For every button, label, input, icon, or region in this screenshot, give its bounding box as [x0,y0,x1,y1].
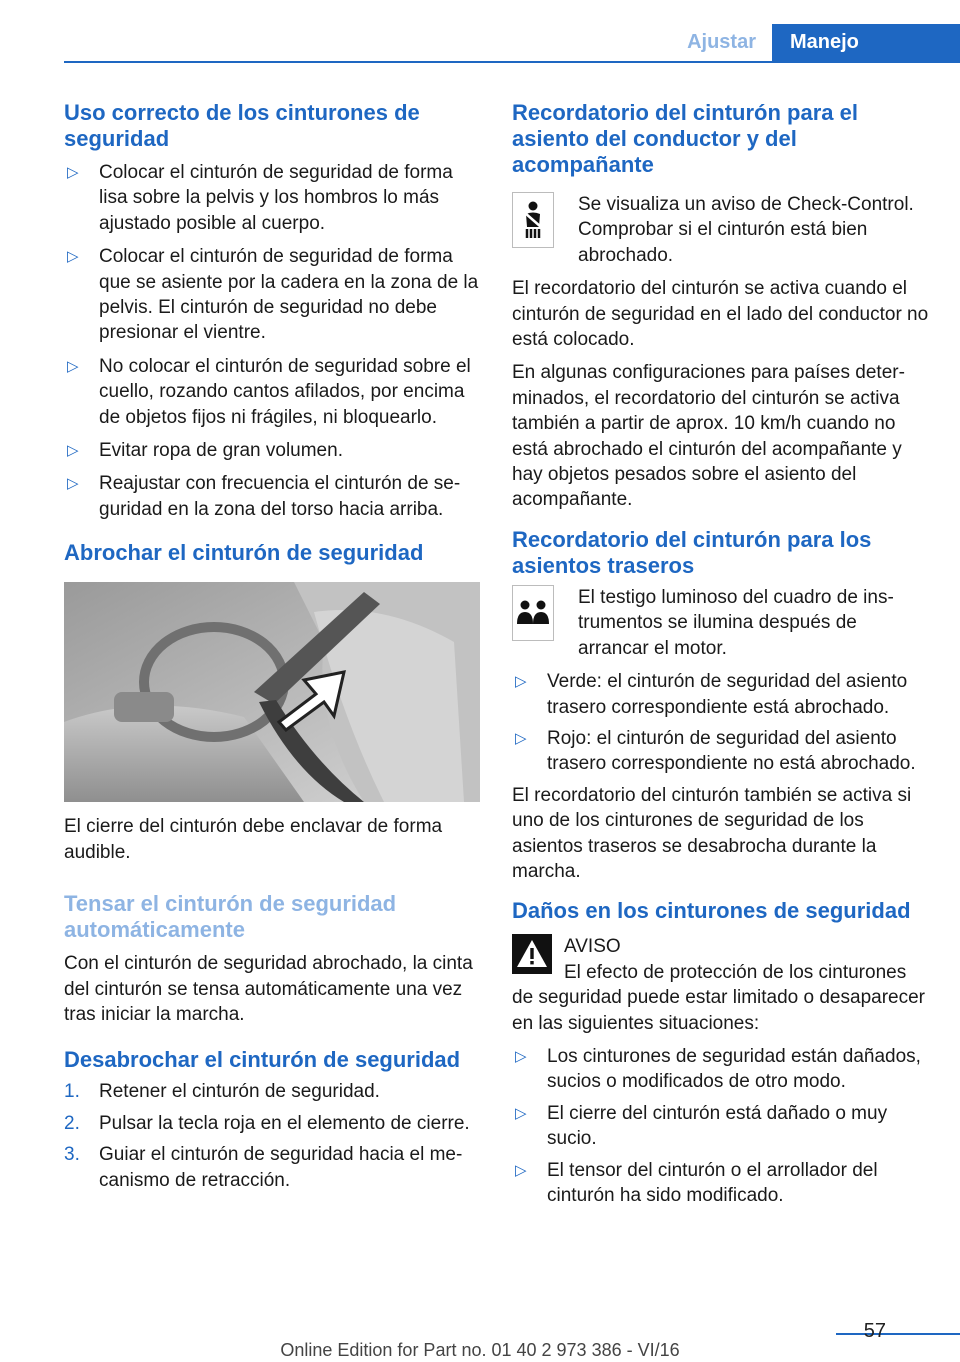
list-item-text: Verde: el cinturón de seguridad del asiento trasero correspondiente está abrochado. [547,671,908,718]
list-item-text: Colocar el cinturón de seguridad de forma lisa sobre la pelvis y los hombros lo más ajustado posible al cuerpo. [99,162,453,234]
tab-manejo[interactable]: Manejo [772,24,960,61]
triangle-bullet-icon: ▷ [515,729,527,747]
right-column [512,100,932,1208]
rear-seat-occupants-icon [512,585,554,641]
heading-desabrochar: Desabrochar el cinturón de seguridad [64,1047,461,1073]
seatbelt-warning-icon [512,192,554,248]
triangle-bullet-icon: ▷ [67,357,79,375]
triangle-bullet-icon: ▷ [515,1104,527,1122]
caption-buckle: El cierre del cinturón debe enclavar de forma audible. [64,816,443,863]
step-number: 3. [64,1144,80,1166]
step-number: 1. [64,1081,80,1103]
heading-recordatorio-traseros: Recordatorio del cinturón para los asientos traseros [512,526,872,578]
step-number: 2. [64,1112,80,1134]
tab-ajustar[interactable]: Ajustar [669,24,772,61]
unbuckle-steps [64,1079,484,1193]
page-number: 57 [863,1320,886,1342]
list-item-text: Colocar el cinturón de seguridad de forma que se asiente por la cadera en la zona de la pelvis. El cinturón de seguridad no debe presionar el vientre. [99,246,479,344]
triangle-bullet-icon: ▷ [67,248,79,266]
list-item [512,1101,932,1152]
list-item-text: El cierre del cinturón está dañado o muy sucio. [547,1102,888,1150]
usage-list [64,160,484,522]
list-item [64,471,484,522]
recordatorio-p1: El recordatorio del cinturón se activa cuando el cinturón de seguridad en el lado del conductor no está colocado. [512,278,929,351]
step-item [64,1111,484,1136]
triangle-bullet-icon: ▷ [67,442,79,460]
rear-indicator-block [512,585,932,661]
recordatorio-p3: El recordatorio del cinturón también se activa si uno de los cinturones de seguridad de los asientos traseros se desabrocha durante la marcha. [512,784,912,882]
list-item [64,244,484,346]
heading-recordatorio-conductor: Recordatorio del cinturón para el asiento del conductor y del acompañante [512,100,858,177]
left-column [64,100,484,1193]
heading-uso-correcto: Uso correcto de los cinturones de seguridad [64,100,420,151]
list-item [512,669,932,720]
list-item [64,438,484,463]
step-text: Pulsar la tecla roja en el elemento de cierre. [99,1112,470,1134]
check-control-text: Se visualiza un aviso de Check-Control. Comprobar si el cinturón está bien abrochado. [578,194,914,266]
list-item [512,726,932,777]
footer-rule [836,1333,960,1335]
list-item-text: Evitar ropa de gran volumen. [99,440,343,462]
check-control-block [512,192,932,268]
rear-status-list [512,669,932,777]
warning-text: El efecto de protección de los cinturones de seguridad puede estar limitado o desaparecer en las siguientes situaciones: [512,961,925,1034]
list-item-text: Reajustar con frecuencia el cinturón de seguridad en la zona del torso hacia arriba. [99,473,461,520]
step-text: Retener el cinturón de seguridad. [99,1081,380,1103]
list-item [64,160,484,236]
seatbelt-buckle-photo [64,582,480,802]
list-item-text: Rojo: el cinturón de seguridad del asiento trasero correspondiente no está abrochado. [547,727,916,775]
triangle-bullet-icon: ▷ [67,475,79,493]
heading-abrochar: Abrochar el cinturón de seguridad [64,540,424,566]
rear-indicator-text: El testigo luminoso del cuadro de instrumentos se ilumina después de arrancar el motor. [578,586,894,659]
warning-triangle-icon [512,934,552,974]
heading-tensar: Tensar el cinturón de seguridad automáticamente [64,891,397,943]
triangle-bullet-icon: ▷ [67,164,79,181]
triangle-bullet-icon: ▷ [515,1047,527,1065]
list-item-text: No colocar el cinturón de seguridad sobre el cuello, rozando cantos afilados, por encima de objetos fijos ni frágiles, ni bloquearlo. [99,355,471,428]
recordatorio-p2: En algunas configuraciones para países determinados, el recordatorio del cinturón se activa también a partir de aprox. 10 km/h cuando no está abrochado el cinturón del acompañante y hay objetos pesados sobre el asiento del acompañante. [512,362,905,511]
list-item [512,1044,932,1095]
triangle-bullet-icon: ▷ [515,673,527,691]
damage-list [512,1044,932,1208]
tensar-text: Con el cinturón de seguridad abrochado, la cinta del cinturón se tensa automáticamente una vez tras iniciar la marcha. [64,953,473,1025]
step-text: Guiar el cinturón de seguridad hacia el mecanismo de retracción. [99,1144,463,1191]
seatbelt-buckle-illustration [64,582,480,802]
header-rule [64,61,960,63]
step-item [64,1142,484,1193]
warning-label: AVISO [564,936,621,958]
list-item-text: El tensor del cinturón o el arrollador del cinturón ha sido modificado. [547,1159,878,1206]
triangle-bullet-icon: ▷ [515,1161,527,1179]
list-item-text: Los cinturones de seguridad están dañados, sucios o modificados de otro modo. [547,1045,921,1093]
footer-edition: Online Edition for Part no. 01 40 2 973 386 - VI/16 [280,1340,680,1360]
warning-block [512,934,932,1036]
step-item [64,1079,484,1104]
list-item [64,354,484,430]
heading-danos: Daños en los cinturones de seguridad [512,898,911,924]
section-tabs [669,24,960,61]
list-item [512,1158,932,1209]
